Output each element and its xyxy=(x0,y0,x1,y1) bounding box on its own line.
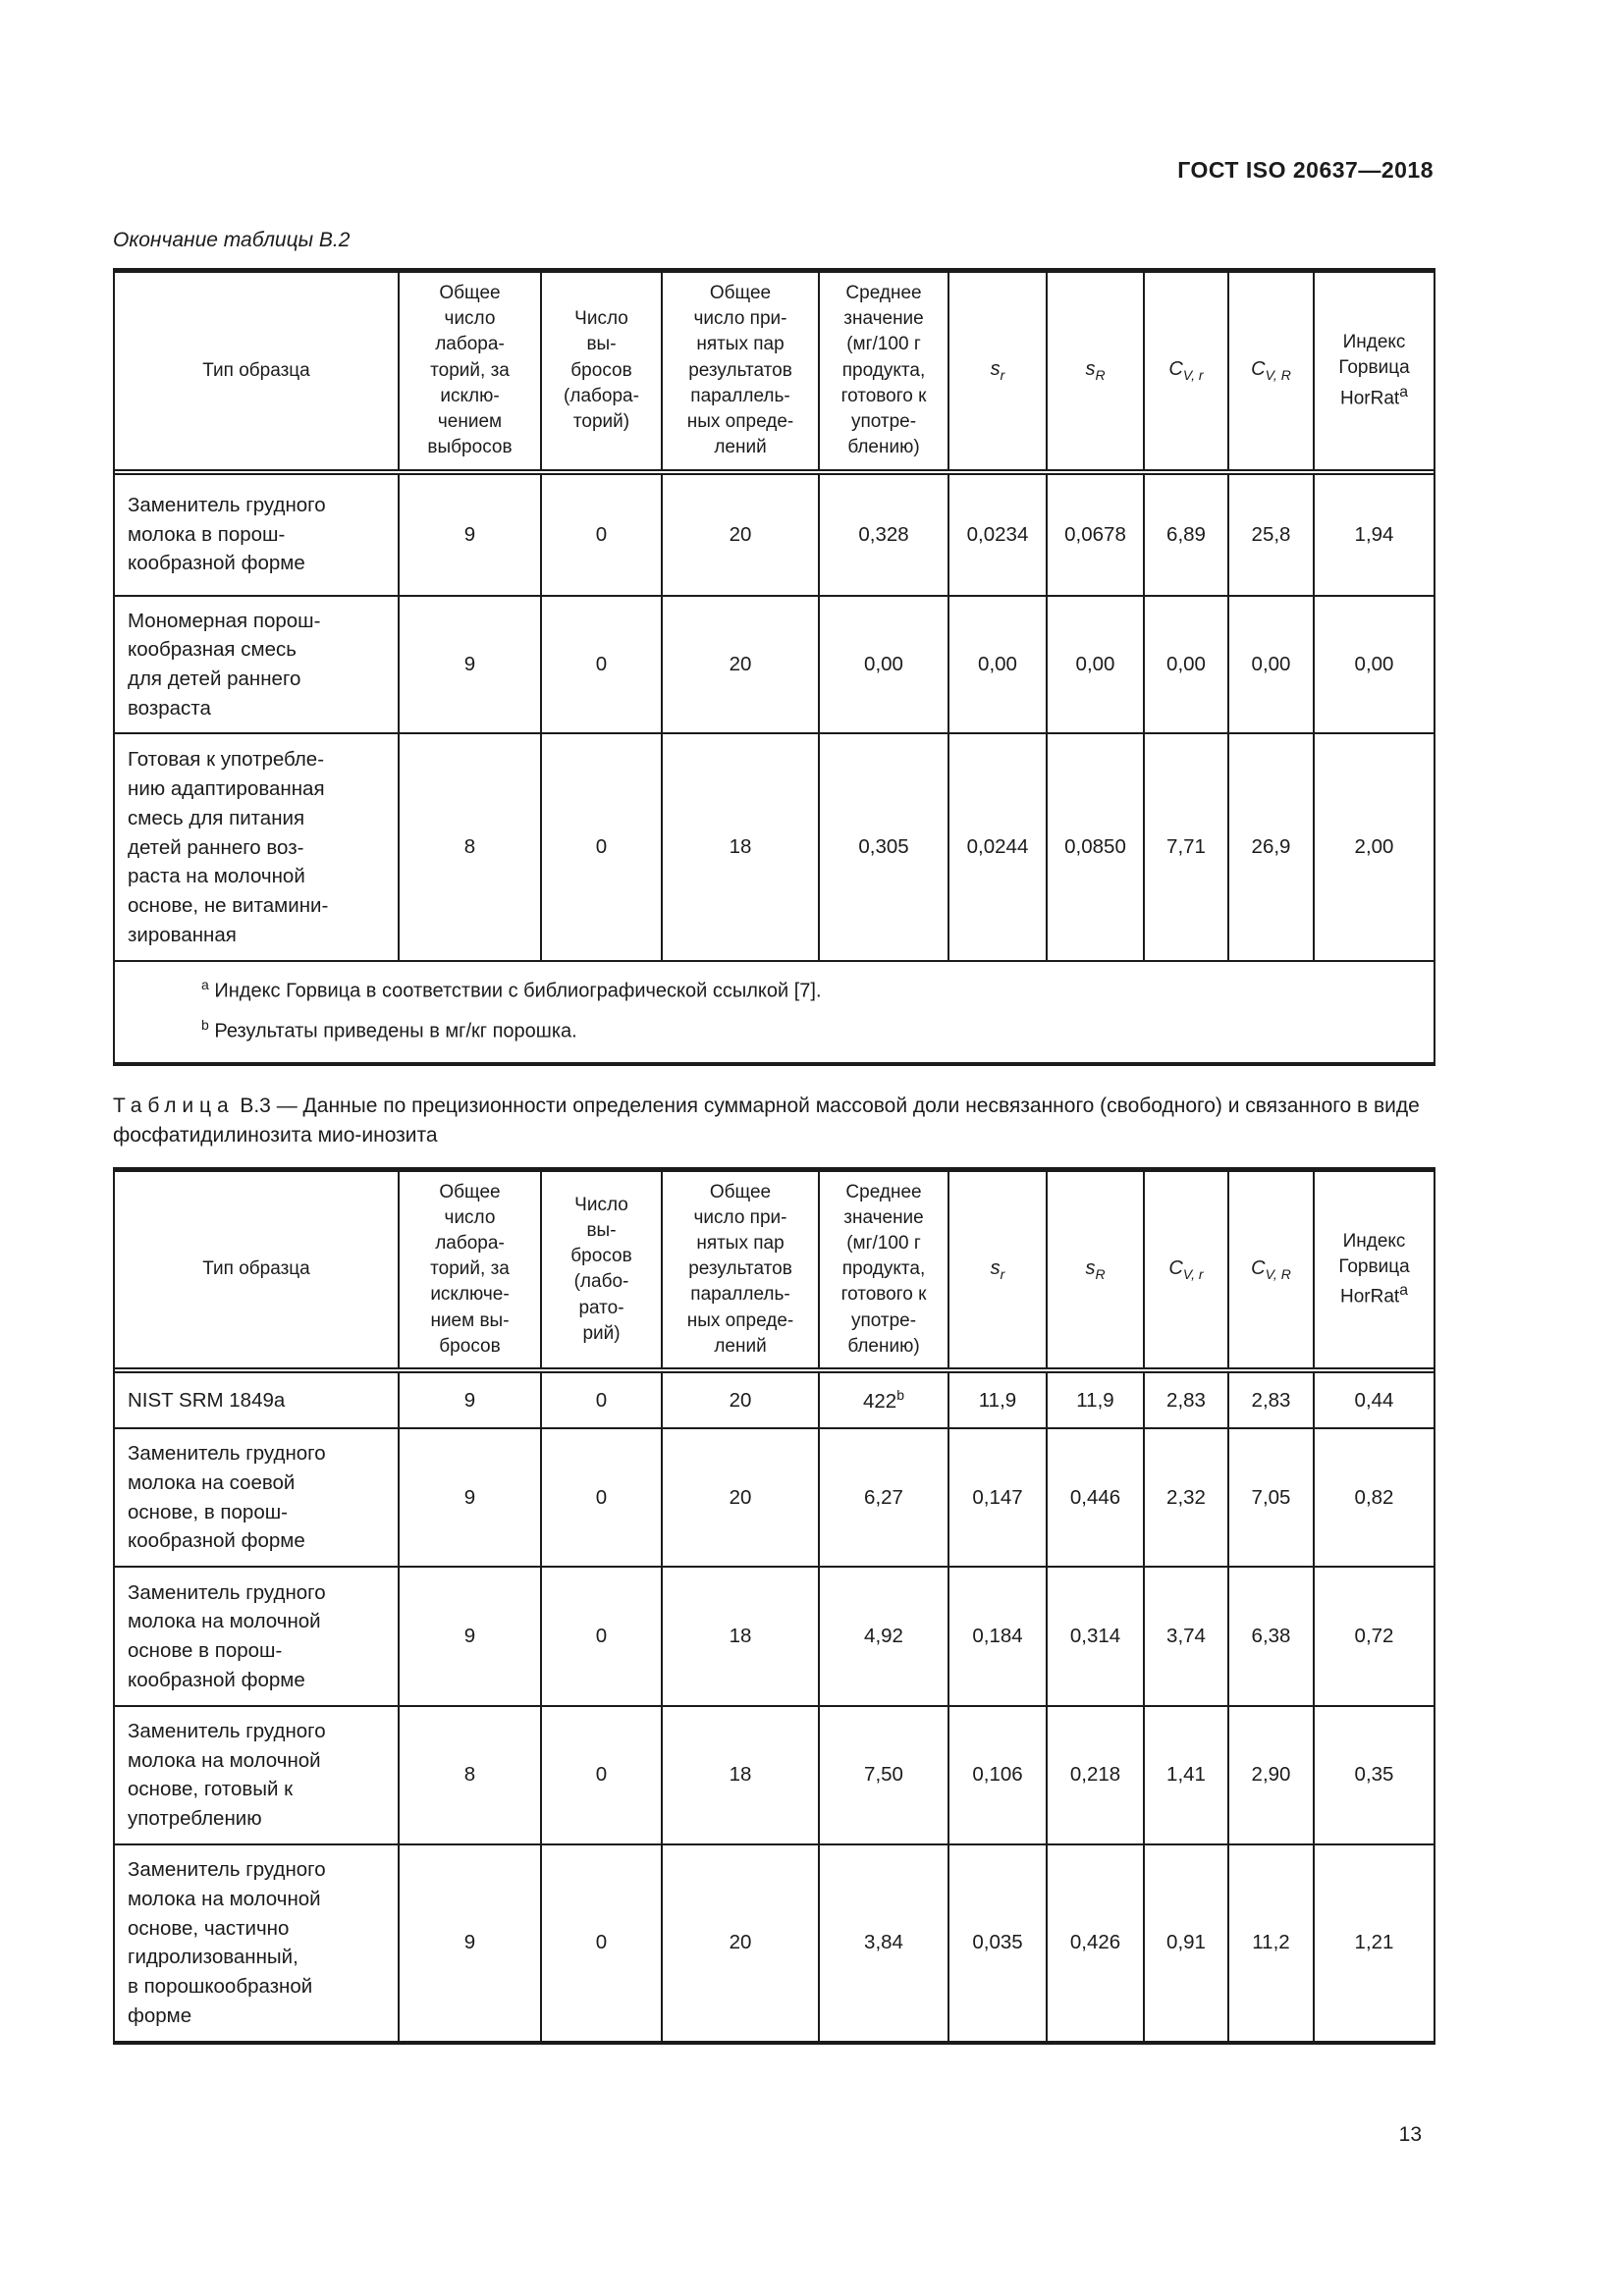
value-cell: 0,106 xyxy=(948,1706,1047,1844)
table-row xyxy=(114,1844,1435,2043)
value-cell: 1,21 xyxy=(1314,1844,1435,2043)
table-row xyxy=(114,1372,1435,1428)
value-cell: 7,71 xyxy=(1144,733,1228,961)
header-row xyxy=(114,1169,1435,1368)
value-cell: 0 xyxy=(541,1567,662,1706)
value-cell: 0 xyxy=(541,596,662,734)
value-cell: 20 xyxy=(662,474,819,596)
value-cell: 18 xyxy=(662,733,819,961)
value-cell: 0,0234 xyxy=(948,474,1047,596)
column-header: $s_R$ xyxy=(1047,271,1144,470)
column-header: $C_{V, r}$ xyxy=(1144,1169,1228,1368)
value-cell: 6,27 xyxy=(819,1428,948,1567)
footnotes-row xyxy=(114,961,1435,1063)
value-cell: 0,72 xyxy=(1314,1567,1435,1706)
value-cell: 20 xyxy=(662,1372,819,1428)
table-b3-header xyxy=(114,1169,1435,1368)
value-cell: 18 xyxy=(662,1706,819,1844)
value-cell: 9 xyxy=(399,1567,541,1706)
value-cell: 2,00 xyxy=(1314,733,1435,961)
value-cell: 20 xyxy=(662,1844,819,2043)
sample-type-cell: Заменитель грудного молока на молочной основе в порош- кообразной форме xyxy=(114,1567,399,1706)
value-cell: 2,32 xyxy=(1144,1428,1228,1567)
document-header: ГОСТ ISO 20637—2018 xyxy=(1177,157,1434,183)
column-header: Среднее значение (мг/100 г продукта, готового к употре- блению) xyxy=(819,1169,948,1368)
value-cell: 0,184 xyxy=(948,1567,1047,1706)
value-cell: 20 xyxy=(662,596,819,734)
table-row xyxy=(114,1706,1435,1844)
sample-type-cell: Заменитель грудного молока на соевой основе, в порош- кообразной форме xyxy=(114,1428,399,1567)
column-header: $C_{V, r}$ xyxy=(1144,271,1228,470)
value-cell: 11,2 xyxy=(1228,1844,1314,2043)
value-cell: 11,9 xyxy=(1047,1372,1144,1428)
page-number: 13 xyxy=(1398,2122,1422,2146)
table-row xyxy=(114,1567,1435,1706)
header-row xyxy=(114,271,1435,470)
value-cell: 26,9 xyxy=(1228,733,1314,961)
value-cell: 8 xyxy=(399,1706,541,1844)
table-b2 xyxy=(113,268,1435,1066)
value-cell: 1,94 xyxy=(1314,474,1435,596)
value-cell: 9 xyxy=(399,596,541,734)
column-header: Индекс Горвица HorRat$^a$ xyxy=(1314,271,1435,470)
column-header: Тип образца xyxy=(114,1169,399,1368)
value-cell: 0,35 xyxy=(1314,1706,1435,1844)
column-header: Индекс Горвица HorRat$^a$ xyxy=(1314,1169,1435,1368)
value-cell: 3,84 xyxy=(819,1844,948,2043)
value-cell: 0 xyxy=(541,474,662,596)
value-cell: 18 xyxy=(662,1567,819,1706)
value-cell: 0,00 xyxy=(948,596,1047,734)
table-b3-caption xyxy=(113,1092,1434,1151)
table-row xyxy=(114,733,1435,961)
value-cell: 9 xyxy=(399,1428,541,1567)
sample-type-cell: Заменитель грудного молока в порош- кообразной форме xyxy=(114,474,399,596)
value-cell: 0,44 xyxy=(1314,1372,1435,1428)
footnote: $^a$ Индекс Горвица в соответствии с библиографической ссылкой [7]. xyxy=(201,977,822,1003)
column-header: $s_r$ xyxy=(948,271,1047,470)
value-cell: 0,0244 xyxy=(948,733,1047,961)
column-header: Число вы- бросов (лабора- торий) xyxy=(541,271,662,470)
sample-type-cell: Заменитель грудного молока на молочной основе, готовый к употреблению xyxy=(114,1706,399,1844)
column-header: Число вы- бросов (лабо- рато- рий) xyxy=(541,1169,662,1368)
table-row xyxy=(114,596,1435,734)
column-header: Общее число лабора- торий, за исключе- нием вы- бросов xyxy=(399,1169,541,1368)
value-cell: 0,446 xyxy=(1047,1428,1144,1567)
column-header: Общее число при- нятых пар результатов параллель- ных опреде- лений xyxy=(662,1169,819,1368)
value-cell: 0,314 xyxy=(1047,1567,1144,1706)
value-cell: 0,218 xyxy=(1047,1706,1144,1844)
table-b3-caption-word: Таблица xyxy=(113,1094,235,1117)
value-cell: 11,9 xyxy=(948,1372,1047,1428)
table-b3-caption-text: — Данные по прецизионности определения суммарной массовой доли несвязанного (свободного) и связанного в виде фосфатидилинозита мио-инозита xyxy=(113,1094,1420,1148)
value-cell: 422$^b$ xyxy=(819,1372,948,1428)
value-cell: 7,05 xyxy=(1228,1428,1314,1567)
table-b2-header xyxy=(114,271,1435,470)
value-cell: 0,00 xyxy=(1314,596,1435,734)
value-cell: 0,328 xyxy=(819,474,948,596)
value-cell: 0,82 xyxy=(1314,1428,1435,1567)
value-cell: 9 xyxy=(399,1372,541,1428)
value-cell: 0 xyxy=(541,1428,662,1567)
footnotes-cell xyxy=(114,961,1435,1063)
table-b3 xyxy=(113,1167,1435,2045)
sample-type-cell: NIST SRM 1849a xyxy=(114,1372,399,1428)
table-b2-body xyxy=(114,470,1435,1064)
column-header: $C_{V, R}$ xyxy=(1228,271,1314,470)
value-cell: 0 xyxy=(541,733,662,961)
sample-type-cell: Мономерная порош- кообразная смесь для детей раннего возраста xyxy=(114,596,399,734)
table-row xyxy=(114,1428,1435,1567)
value-cell: 9 xyxy=(399,474,541,596)
table-b2-continuation-label: Окончание таблицы В.2 xyxy=(113,229,351,251)
value-cell: 0,035 xyxy=(948,1844,1047,2043)
table-b3-body xyxy=(114,1368,1435,2043)
value-cell: 25,8 xyxy=(1228,474,1314,596)
value-cell: 6,89 xyxy=(1144,474,1228,596)
value-cell: 9 xyxy=(399,1844,541,2043)
column-header: $s_R$ xyxy=(1047,1169,1144,1368)
column-header: $C_{V, R}$ xyxy=(1228,1169,1314,1368)
value-cell: 20 xyxy=(662,1428,819,1567)
value-cell: 0,426 xyxy=(1047,1844,1144,2043)
value-cell: 1,41 xyxy=(1144,1706,1228,1844)
value-cell: 2,83 xyxy=(1144,1372,1228,1428)
value-cell: 7,50 xyxy=(819,1706,948,1844)
footnote: $^b$ Результаты приведены в мг/кг порошка. xyxy=(201,1017,577,1042)
value-cell: 0,00 xyxy=(819,596,948,734)
value-cell: 0,147 xyxy=(948,1428,1047,1567)
column-header: Тип образца xyxy=(114,271,399,470)
value-cell: 2,90 xyxy=(1228,1706,1314,1844)
sample-type-cell: Готовая к употребле- нию адаптированная смесь для питания детей раннего воз- раста на молочной основе, не витамини- зированная xyxy=(114,733,399,961)
column-header: $s_r$ xyxy=(948,1169,1047,1368)
value-cell: 0,00 xyxy=(1144,596,1228,734)
column-header: Общее число при- нятых пар результатов параллель- ных опреде- лений xyxy=(662,271,819,470)
value-cell: 3,74 xyxy=(1144,1567,1228,1706)
sample-type-cell: Заменитель грудного молока на молочной основе, частично гидролизованный, в порошкообразной форме xyxy=(114,1844,399,2043)
value-cell: 0,00 xyxy=(1228,596,1314,734)
value-cell: 0 xyxy=(541,1844,662,2043)
value-cell: 6,38 xyxy=(1228,1567,1314,1706)
value-cell: 4,92 xyxy=(819,1567,948,1706)
value-cell: 0,0850 xyxy=(1047,733,1144,961)
column-header: Общее число лабора- торий, за исклю- чением выбросов xyxy=(399,271,541,470)
column-header: Среднее значение (мг/100 г продукта, готового к употре- блению) xyxy=(819,271,948,470)
value-cell: 0 xyxy=(541,1706,662,1844)
value-cell: 0,00 xyxy=(1047,596,1144,734)
value-cell: 2,83 xyxy=(1228,1372,1314,1428)
table-row xyxy=(114,474,1435,596)
value-cell: 0 xyxy=(541,1372,662,1428)
value-cell: 8 xyxy=(399,733,541,961)
value-cell: 0,91 xyxy=(1144,1844,1228,2043)
value-cell: 0,0678 xyxy=(1047,474,1144,596)
table-b3-caption-number: В.3 xyxy=(240,1094,271,1117)
value-cell: 0,305 xyxy=(819,733,948,961)
